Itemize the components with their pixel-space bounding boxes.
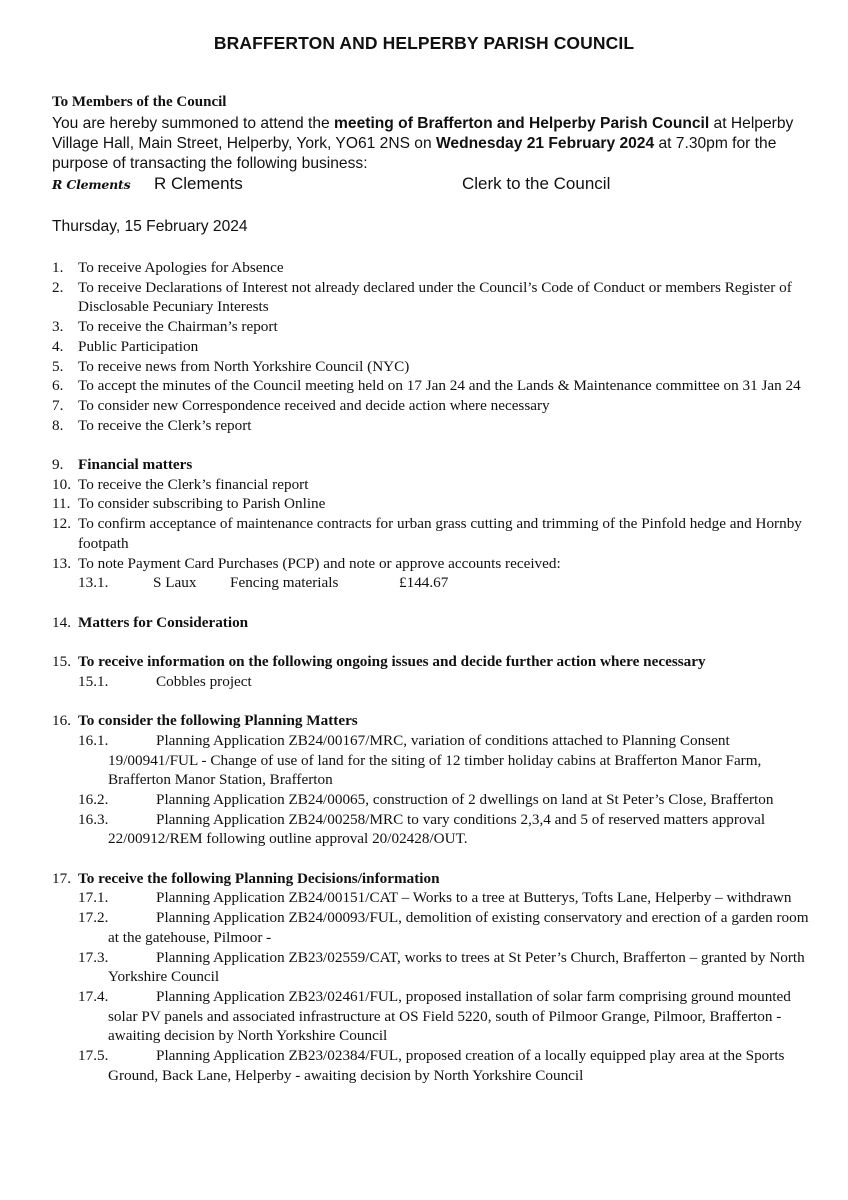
agenda-item bbox=[52, 396, 812, 416]
agenda-section bbox=[52, 711, 812, 849]
pcp-item: Fencing materials bbox=[230, 574, 339, 592]
subitem-text: Cobbles project bbox=[156, 672, 252, 690]
item-number: 3. bbox=[52, 318, 64, 336]
subitem-number: 17.1. bbox=[78, 889, 109, 907]
item-text: To receive information on the following ongoing issues and decide further action where necessary bbox=[78, 653, 706, 670]
subitem-text: Planning Application ZB23/02384/FUL, proposed creation of a locally equipped play area at the Sports Ground, Back Lane, Helperby - awaiting decision by North Yorkshire Council bbox=[108, 1047, 785, 1084]
item-number: 5. bbox=[52, 357, 64, 375]
signature-line bbox=[52, 174, 812, 198]
item-text: To consider the following Planning Matters bbox=[78, 712, 358, 730]
subitem-number: 17.3. bbox=[78, 948, 109, 966]
agenda-item bbox=[52, 652, 812, 672]
pcp-number: 13.1. bbox=[78, 574, 109, 592]
agenda-subitem bbox=[52, 888, 812, 908]
item-text: Matters for Consideration bbox=[78, 613, 249, 631]
item-text: To receive the Clerk’s financial report bbox=[78, 475, 309, 493]
agenda-item bbox=[52, 376, 812, 396]
agenda-item bbox=[52, 278, 812, 317]
subitem-number: 16.2. bbox=[78, 790, 109, 808]
item-number: 16. bbox=[52, 712, 71, 730]
subitem-number: 16.3. bbox=[78, 810, 109, 828]
agenda-item bbox=[52, 613, 812, 633]
summons-text: You are hereby summoned to attend the bbox=[52, 115, 335, 132]
item-text: To receive news from North Yorkshire Council (NYC) bbox=[78, 357, 410, 375]
agenda-subitem bbox=[52, 948, 812, 987]
item-number: 17. bbox=[52, 869, 71, 887]
item-text: To accept the minutes of the Council meeting held on 17 Jan 24 and the Lands & Maintenance committee on 31 Jan 24 bbox=[78, 377, 801, 395]
agenda-subitem bbox=[52, 731, 812, 790]
agenda-subitem bbox=[52, 672, 812, 692]
item-number: 7. bbox=[52, 396, 64, 414]
item-text: To consider subscribing to Parish Online bbox=[78, 495, 326, 513]
subitem-text: Planning Application ZB24/00167/MRC, variation of conditions attached to Planning Consent 19/00941/FUL - Change of use of land for the siting of 12 timber holiday cabins at Brafferton Manor Farm, Brafferton Manor Station, Brafferton bbox=[108, 731, 762, 789]
pcp-amount: £144.67 bbox=[399, 574, 449, 592]
agenda-item bbox=[52, 317, 812, 337]
agenda-item bbox=[52, 258, 812, 278]
item-number: 11. bbox=[52, 495, 71, 513]
agenda-item bbox=[52, 514, 812, 553]
item-number: 12. bbox=[52, 515, 71, 533]
subitem-text: Planning Application ZB23/02559/CAT, works to trees at St Peter’s Church, Brafferton – granted by North Yorkshire Council bbox=[108, 948, 805, 986]
pcp-row bbox=[52, 573, 812, 593]
agenda-item bbox=[52, 475, 812, 495]
agenda-subitem bbox=[52, 1046, 812, 1085]
subitem-number: 15.1. bbox=[78, 672, 109, 690]
item-text: To confirm acceptance of maintenance contracts for urban grass cutting and trimming of the Pinfold hedge and Hornby footpath bbox=[78, 515, 802, 552]
subitem-number: 17.5. bbox=[78, 1047, 109, 1065]
item-number: 9. bbox=[52, 456, 64, 474]
agenda-item bbox=[52, 416, 812, 436]
agenda-item bbox=[52, 869, 812, 889]
item-text: To receive Apologies for Absence bbox=[78, 259, 284, 276]
meeting-name: meeting of Brafferton and Helperby Parish Council bbox=[334, 115, 710, 132]
item-number: 10. bbox=[52, 475, 71, 493]
signature: R Clements bbox=[52, 177, 131, 192]
subitem-text: Planning Application ZB24/00151/CAT – Works to a tree at Butterys, Tofts Lane, Helperby – withdrawn bbox=[156, 889, 792, 907]
notice-date: Thursday, 15 February 2024 bbox=[52, 218, 248, 235]
pcp-payee: S Laux bbox=[153, 574, 197, 592]
subitem-text: Planning Application ZB24/00093/FUL, demolition of existing conservatory and erection of a garden room at the gatehouse, Pilmoor - bbox=[108, 909, 809, 946]
subitem-number: 17.2. bbox=[78, 909, 109, 927]
item-number: 15. bbox=[52, 653, 71, 670]
agenda-item bbox=[52, 711, 812, 731]
agenda-list bbox=[52, 258, 812, 1085]
agenda-subitem bbox=[52, 987, 812, 1046]
agenda-group bbox=[52, 455, 812, 573]
item-number: 8. bbox=[52, 416, 64, 434]
subitem-number: 16.1. bbox=[78, 731, 109, 749]
item-number: 14. bbox=[52, 613, 71, 631]
item-number: 6. bbox=[52, 377, 64, 395]
item-text: To receive the Clerk’s report bbox=[78, 416, 252, 434]
item-text: To receive Declarations of Interest not already declared under the Council’s Code of Conduct or members Register of Disclosable Pecuniary Interests bbox=[78, 278, 792, 316]
agenda-item bbox=[52, 357, 812, 377]
item-text: To receive the Chairman’s report bbox=[78, 318, 278, 336]
item-text: To receive the following Planning Decisions/information bbox=[78, 869, 440, 887]
page-title: BRAFFERTON AND HELPERBY PARISH COUNCIL bbox=[213, 33, 635, 53]
item-number: 2. bbox=[52, 278, 64, 296]
item-text: To note Payment Card Purchases (PCP) and note or approve accounts received: bbox=[78, 554, 561, 572]
subitem-number: 17.4. bbox=[78, 987, 109, 1005]
summons-text: at 7.30pm for the purpose of transacting the following business: bbox=[52, 135, 777, 172]
agenda-item bbox=[52, 455, 812, 475]
agenda-section bbox=[52, 652, 812, 691]
agenda-subitem bbox=[52, 810, 812, 849]
subitem-text: Planning Application ZB24/00065, construction of 2 dwellings on land at St Peter’s Close, Brafferton bbox=[156, 790, 774, 808]
subitem-text: Planning Application ZB23/02461/FUL, proposed installation of solar farm comprising ground mounted solar PV panels and associated infrastructure at OS Field 5220, south of Pilmoor Grange, Pilmoor, Brafferton - awaiting decision by North Yorkshire Council bbox=[108, 987, 791, 1045]
agenda-item bbox=[52, 554, 812, 574]
item-number: 4. bbox=[52, 337, 64, 355]
signatory-role: Clerk to the Council bbox=[462, 174, 611, 193]
summons-text: at Helperby Village Hall, Main Street, Helperby, York, YO61 2NS on bbox=[52, 115, 794, 152]
item-text: Financial matters bbox=[78, 456, 193, 474]
agenda-subitem bbox=[52, 790, 812, 810]
meeting-date: Wednesday 21 February 2024 bbox=[436, 135, 655, 152]
summons-paragraph bbox=[52, 114, 802, 174]
item-number: 13. bbox=[52, 554, 71, 572]
item-text: Public Participation bbox=[78, 337, 199, 355]
signatory-name: R Clements bbox=[154, 174, 243, 193]
item-number: 1. bbox=[52, 259, 64, 276]
agenda-item bbox=[52, 337, 812, 357]
addressee: To Members of the Council bbox=[52, 94, 227, 110]
agenda-item bbox=[52, 494, 812, 514]
agenda-group bbox=[52, 258, 812, 435]
agenda-subitem bbox=[52, 908, 812, 947]
agenda-section bbox=[52, 869, 812, 1086]
item-text: To consider new Correspondence received and decide action where necessary bbox=[78, 396, 550, 414]
subitem-text: Planning Application ZB24/00258/MRC to vary conditions 2,3,4 and 5 of reserved matters approval 22/00912/REM following outline approval 20/02428/OUT. bbox=[108, 810, 766, 848]
